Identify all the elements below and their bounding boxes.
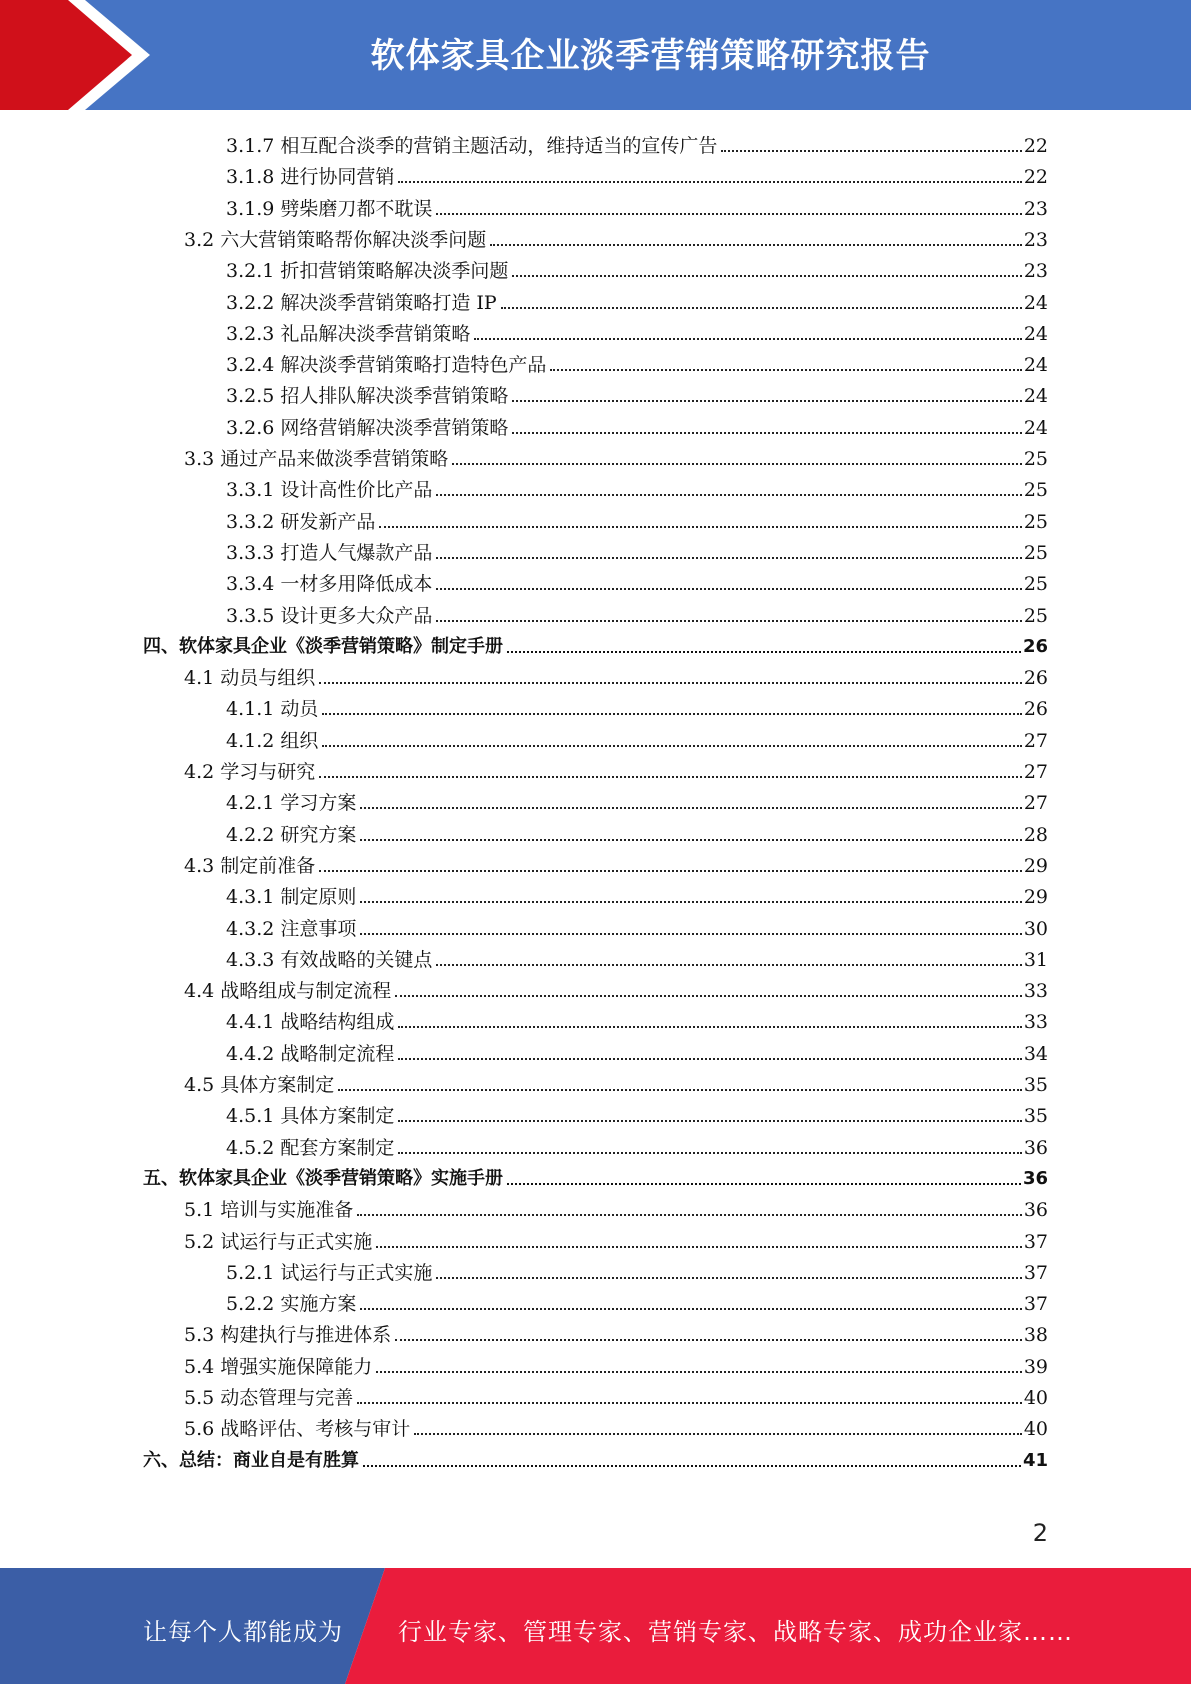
toc-entry[interactable] bbox=[184, 1191, 1048, 1222]
toc-entry[interactable] bbox=[184, 1348, 1048, 1379]
toc-leader-dots bbox=[319, 870, 1022, 872]
toc-entry-label: 3.3.3 打造人气爆款产品 bbox=[226, 541, 433, 564]
toc-entry-label: 4.3.3 有效战略的关键点 bbox=[226, 948, 433, 971]
toc-entry-page: 25 bbox=[1023, 510, 1048, 533]
toc-entry-page: 40 bbox=[1023, 1418, 1048, 1441]
toc-entry-page: 26 bbox=[1023, 667, 1048, 690]
toc-entry-page: 37 bbox=[1023, 1293, 1048, 1316]
toc-entry-label: 4.2.1 学习方案 bbox=[226, 792, 357, 815]
toc-leader-dots bbox=[319, 776, 1022, 778]
toc-leader-dots bbox=[322, 745, 1021, 747]
toc-entry-page: 24 bbox=[1023, 416, 1048, 439]
toc-entry[interactable] bbox=[226, 503, 1048, 534]
toc-entry-label: 5.2.1 试运行与正式实施 bbox=[226, 1261, 433, 1284]
toc-entry[interactable] bbox=[184, 221, 1048, 252]
toc-entry-label: 3.3.2 研发新产品 bbox=[226, 510, 376, 533]
toc-entry-label: 4.5.1 具体方案制定 bbox=[226, 1105, 395, 1128]
toc-entry-page: 22 bbox=[1023, 166, 1048, 189]
toc-entry-page: 29 bbox=[1023, 886, 1048, 909]
toc-entry-page: 25 bbox=[1023, 448, 1048, 470]
toc-entry[interactable] bbox=[226, 941, 1048, 972]
page-header bbox=[0, 0, 1191, 110]
toc-entry-label: 4.1.2 组织 bbox=[226, 729, 319, 752]
toc-entry[interactable] bbox=[184, 440, 1048, 471]
toc-entry-label: 3.3 通过产品来做淡季营销策略 bbox=[184, 448, 449, 470]
toc-leader-dots bbox=[395, 995, 1022, 997]
toc-entry-page: 39 bbox=[1023, 1355, 1048, 1378]
toc-entry-label: 3.1.7 相互配合淡季的营销主题活动，维持适当的宣传广告 bbox=[226, 135, 718, 157]
toc-entry-label: 4.3 制定前准备 bbox=[184, 854, 316, 877]
toc-entry-label: 4.4 战略组成与制定流程 bbox=[184, 980, 392, 1003]
report-title: 软体家具企业淡季营销策略研究报告 bbox=[370, 36, 931, 76]
toc-entry-label: 3.2.6 网络营销解决淡季营销策略 bbox=[226, 416, 509, 439]
toc-entry-page: 38 bbox=[1023, 1324, 1048, 1347]
toc-entry[interactable] bbox=[143, 1442, 1048, 1473]
toc-leader-dots bbox=[436, 213, 1021, 215]
toc-entry-page: 34 bbox=[1023, 1042, 1048, 1065]
toc-leader-dots bbox=[360, 933, 1021, 935]
toc-entry-page: 22 bbox=[1023, 135, 1048, 157]
toc-entry-page: 27 bbox=[1023, 792, 1048, 815]
page-footer bbox=[0, 1568, 1191, 1684]
toc-entry[interactable] bbox=[226, 1097, 1048, 1128]
toc-leader-dots bbox=[379, 526, 1021, 528]
toc-entry-label: 5.4 增强实施保障能力 bbox=[184, 1355, 373, 1378]
toc-leader-dots bbox=[474, 338, 1021, 340]
footer-slogan-right: 行业专家、管理专家、营销专家、战略专家、成功企业家…… bbox=[398, 1618, 1073, 1646]
toc-entry-label: 4.1.1 动员 bbox=[226, 698, 319, 721]
toc-entry-label: 3.2.1 折扣营销策略解决淡季问题 bbox=[226, 260, 509, 283]
toc-entry-label: 3.2.5 招人排队解决淡季营销策略 bbox=[226, 385, 509, 408]
toc-leader-dots bbox=[398, 1026, 1021, 1028]
toc-entry-page: 36 bbox=[1023, 1199, 1048, 1222]
toc-entry-label: 3.2 六大营销策略帮你解决淡季问题 bbox=[184, 228, 487, 251]
toc-leader-dots bbox=[436, 964, 1021, 966]
toc-entry-label: 3.3.5 设计更多大众产品 bbox=[226, 604, 433, 627]
toc-entry-label: 3.2.4 解决淡季营销策略打造特色产品 bbox=[226, 354, 547, 377]
toc-entry[interactable] bbox=[143, 1160, 1048, 1191]
toc-entry-label: 5.2 试运行与正式实施 bbox=[184, 1230, 373, 1253]
toc-leader-dots bbox=[436, 557, 1021, 559]
toc-entry-page: 35 bbox=[1023, 1105, 1048, 1128]
toc-entry[interactable] bbox=[184, 659, 1048, 690]
toc-entry-page: 23 bbox=[1023, 197, 1048, 220]
toc-leader-dots bbox=[398, 181, 1021, 183]
toc-entry[interactable] bbox=[226, 910, 1048, 941]
toc-leader-dots bbox=[363, 1465, 1021, 1467]
toc-entry-page: 25 bbox=[1023, 541, 1048, 564]
toc-leader-dots bbox=[501, 307, 1022, 309]
toc-entry[interactable] bbox=[226, 190, 1048, 221]
toc-leader-dots bbox=[512, 432, 1021, 434]
toc-entry[interactable] bbox=[226, 158, 1048, 189]
toc-entry[interactable] bbox=[226, 471, 1048, 502]
toc-entry-page: 25 bbox=[1023, 604, 1048, 627]
toc-entry-label: 4.3.2 注意事项 bbox=[226, 917, 357, 940]
toc-entry[interactable] bbox=[184, 1223, 1048, 1254]
toc-entry[interactable] bbox=[184, 1316, 1048, 1347]
toc-entry-page: 35 bbox=[1023, 1074, 1048, 1096]
toc-entry[interactable] bbox=[226, 127, 1048, 158]
toc-entry[interactable] bbox=[184, 1066, 1048, 1097]
toc-entry-label: 3.2.2 解决淡季营销策略打造 IP bbox=[226, 291, 497, 314]
toc-entry-page: 23 bbox=[1023, 260, 1048, 283]
toc-entry[interactable] bbox=[226, 722, 1048, 753]
toc-leader-dots bbox=[436, 494, 1021, 496]
toc-entry-label: 五、软体家具企业《淡季营销策略》实施手册 bbox=[143, 1167, 503, 1189]
toc-entry-label: 3.1.9 劈柴磨刀都不耽误 bbox=[226, 197, 433, 220]
toc-entry[interactable] bbox=[226, 565, 1048, 596]
toc-entry[interactable] bbox=[226, 1129, 1048, 1160]
toc-entry-label: 5.3 构建执行与推进体系 bbox=[184, 1324, 392, 1347]
toc-leader-dots bbox=[322, 713, 1021, 715]
toc-entry-page: 27 bbox=[1023, 729, 1048, 752]
toc-entry-page: 23 bbox=[1023, 228, 1048, 251]
toc-leader-dots bbox=[319, 682, 1022, 684]
toc-entry-page: 25 bbox=[1023, 479, 1048, 502]
toc-entry[interactable] bbox=[184, 753, 1048, 784]
toc-entry-label: 3.2.3 礼品解决淡季营销策略 bbox=[226, 322, 471, 345]
toc-leader-dots bbox=[398, 1152, 1021, 1154]
toc-entry[interactable] bbox=[143, 628, 1048, 659]
toc-entry-label: 3.3.1 设计高性价比产品 bbox=[226, 479, 433, 502]
toc-leader-dots bbox=[436, 620, 1021, 622]
toc-entry-page: 25 bbox=[1023, 573, 1048, 596]
page-number: 2 bbox=[1032, 1519, 1048, 1547]
toc-entry[interactable] bbox=[184, 1410, 1048, 1441]
toc-entry-label: 5.2.2 实施方案 bbox=[226, 1293, 357, 1316]
toc-entry[interactable] bbox=[226, 1035, 1048, 1066]
toc-entry-page: 36 bbox=[1023, 1136, 1048, 1159]
toc-entry-page: 41 bbox=[1022, 1449, 1048, 1471]
toc-entry[interactable] bbox=[226, 284, 1048, 315]
toc-entry-page: 33 bbox=[1023, 980, 1048, 1003]
toc-entry-page: 24 bbox=[1023, 354, 1048, 377]
toc-entry[interactable] bbox=[226, 1285, 1048, 1316]
toc-entry[interactable] bbox=[226, 409, 1048, 440]
toc-entry-page: 24 bbox=[1023, 385, 1048, 408]
toc-entry-page: 26 bbox=[1022, 635, 1048, 657]
toc-entry[interactable] bbox=[184, 972, 1048, 1003]
toc-leader-dots bbox=[452, 463, 1022, 465]
toc-entry-page: 37 bbox=[1023, 1230, 1048, 1253]
toc-entry-label: 4.3.1 制定原则 bbox=[226, 886, 357, 909]
toc-entry[interactable] bbox=[226, 1254, 1048, 1285]
toc-leader-dots bbox=[357, 1402, 1022, 1404]
toc-entry-page: 40 bbox=[1023, 1387, 1048, 1409]
toc-leader-dots bbox=[721, 150, 1021, 152]
toc-entry-label: 3.3.4 一材多用降低成本 bbox=[226, 573, 433, 596]
toc-leader-dots bbox=[436, 588, 1021, 590]
toc-entry-page: 36 bbox=[1022, 1167, 1048, 1189]
toc-entry-label: 5.6 战略评估、考核与审计 bbox=[184, 1418, 411, 1441]
toc-entry-page: 29 bbox=[1023, 854, 1048, 877]
toc-leader-dots bbox=[507, 651, 1021, 653]
toc-leader-dots bbox=[395, 1339, 1022, 1341]
toc-leader-dots bbox=[357, 1214, 1022, 1216]
toc-entry-label: 5.1 培训与实施准备 bbox=[184, 1199, 354, 1222]
toc-entry[interactable] bbox=[226, 597, 1048, 628]
toc-entry[interactable] bbox=[226, 534, 1048, 565]
toc-entry-page: 31 bbox=[1023, 948, 1048, 971]
toc-leader-dots bbox=[360, 901, 1021, 903]
toc-entry-label: 4.4.1 战略结构组成 bbox=[226, 1011, 395, 1034]
toc-entry-label: 六、总结：商业自是有胜算 bbox=[143, 1449, 359, 1471]
toc-entry[interactable] bbox=[226, 816, 1048, 847]
toc-entry[interactable] bbox=[184, 847, 1048, 878]
toc-entry-label: 4.5.2 配套方案制定 bbox=[226, 1136, 395, 1159]
toc-entry[interactable] bbox=[226, 784, 1048, 815]
toc-entry[interactable] bbox=[184, 1379, 1048, 1410]
toc-leader-dots bbox=[490, 244, 1022, 246]
toc-entry-label: 4.2.2 研究方案 bbox=[226, 823, 357, 846]
toc-entry-label: 3.1.8 进行协同营销 bbox=[226, 166, 395, 189]
toc-leader-dots bbox=[512, 400, 1021, 402]
toc-leader-dots bbox=[398, 1058, 1021, 1060]
toc-entry-label: 四、软体家具企业《淡季营销策略》制定手册 bbox=[143, 635, 503, 657]
toc-leader-dots bbox=[414, 1433, 1022, 1435]
toc-entry-label: 4.5 具体方案制定 bbox=[184, 1074, 335, 1096]
toc-entry-label: 4.2 学习与研究 bbox=[184, 761, 316, 783]
toc-entry-label: 4.1 动员与组织 bbox=[184, 667, 316, 690]
toc-leader-dots bbox=[338, 1089, 1022, 1091]
toc-entry[interactable] bbox=[226, 1003, 1048, 1034]
toc-leader-dots bbox=[436, 1277, 1021, 1279]
toc-leader-dots bbox=[360, 807, 1021, 809]
toc-leader-dots bbox=[550, 369, 1021, 371]
toc-entry-label: 5.5 动态管理与完善 bbox=[184, 1387, 354, 1409]
toc-entry[interactable] bbox=[226, 377, 1048, 408]
toc-leader-dots bbox=[507, 1183, 1021, 1185]
toc-leader-dots bbox=[360, 839, 1021, 841]
toc-entry[interactable] bbox=[226, 346, 1048, 377]
toc-leader-dots bbox=[512, 275, 1021, 277]
toc-entry[interactable] bbox=[226, 315, 1048, 346]
toc-leader-dots bbox=[376, 1371, 1022, 1373]
toc-leader-dots bbox=[376, 1246, 1022, 1248]
toc-entry-page: 33 bbox=[1023, 1011, 1048, 1034]
toc-entry-page: 28 bbox=[1023, 823, 1048, 846]
toc-entry-label: 4.4.2 战略制定流程 bbox=[226, 1042, 395, 1065]
footer-slogan-left: 让每个人都能成为 bbox=[143, 1618, 343, 1646]
toc-entry-page: 26 bbox=[1023, 698, 1048, 721]
toc-entry[interactable] bbox=[226, 690, 1048, 721]
toc-entry-page: 30 bbox=[1023, 917, 1048, 940]
toc-leader-dots bbox=[360, 1308, 1021, 1310]
toc-entry[interactable] bbox=[226, 878, 1048, 909]
toc-entry-page: 24 bbox=[1023, 322, 1048, 345]
toc-entry-page: 27 bbox=[1023, 761, 1048, 783]
toc-entry-page: 24 bbox=[1023, 291, 1048, 314]
toc-entry[interactable] bbox=[226, 252, 1048, 283]
toc-entry-page: 37 bbox=[1023, 1261, 1048, 1284]
toc-leader-dots bbox=[398, 1120, 1021, 1122]
